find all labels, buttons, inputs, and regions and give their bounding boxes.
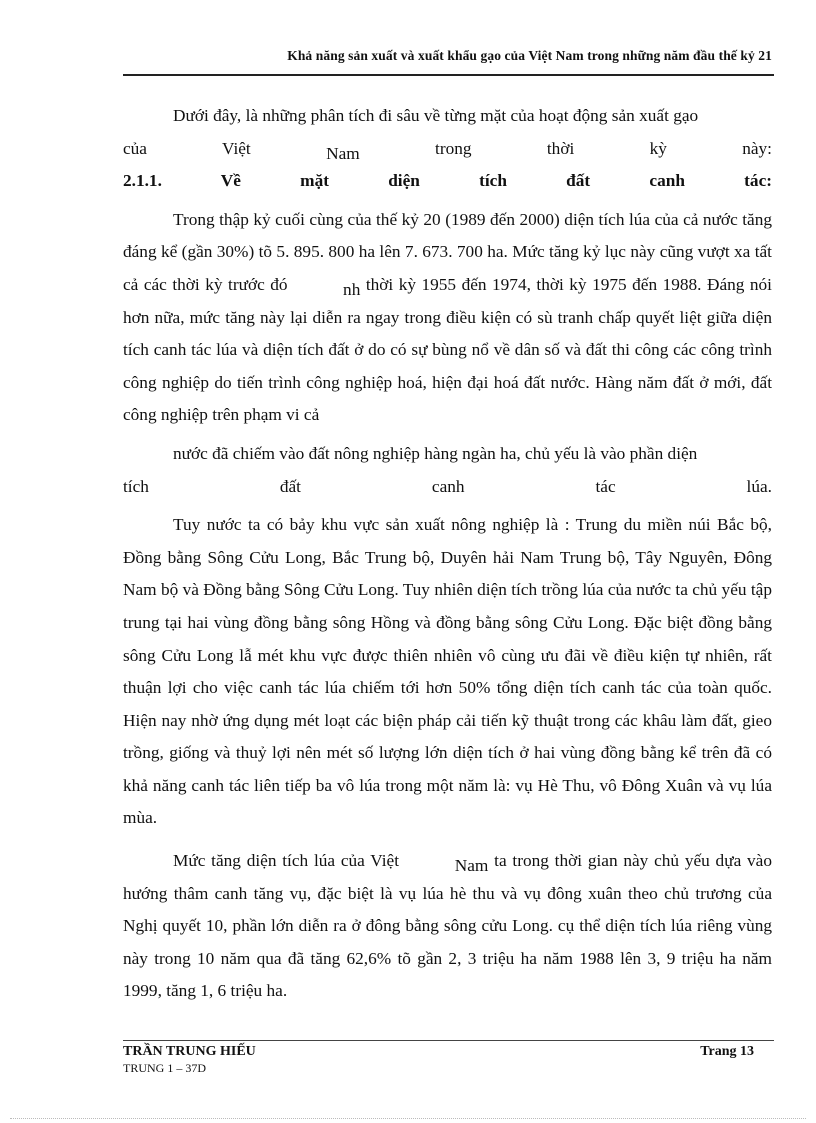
paragraph-1-subword: nh [343, 279, 361, 299]
paragraph-2-line-1: nước đã chiếm vào đất nông nghiệp hàng ngàn ha, chủ yếu là vào phần diện [173, 443, 698, 463]
header-divider [123, 74, 774, 76]
section-heading: 2.1.1. Về mặt diện tích đất canh tác: [123, 171, 772, 191]
paragraph-1-end: thời kỳ 1955 đến 1974, thời kỳ 1975 đến 1988. Đáng nói hơn nữa, mức tăng này lại diễn ra ngay trong điều kiện có sù tranh chấp quyết liệt giữa diện tích canh tác lúa và diện tích đất ở do có sự bùng nổ về dân số và đất thi công các công trình công nghiệp do tiến trình công nghiệp hoá, hiện đại hoá đất nước. Hàng năm đất ở mới, đất công nghiệp trên phạm vi cả [123, 274, 772, 425]
page-bottom-border [10, 1118, 806, 1119]
intro-line-2-end: trong thời kỳ này: [435, 138, 772, 158]
document-body [123, 100, 772, 1008]
intro-line-2-subword: Nam [326, 143, 360, 163]
footer-author: TRẦN TRUNG HIẾU [123, 1044, 256, 1059]
intro-line-1: Dưới đây, là những phân tích đi sâu về từng mặt của hoạt động sản xuất gạo [173, 106, 699, 125]
paragraph-1-start: Trong thập kỷ cuối cùng của thế kỷ 20 (1989 đến 2000) diện tích lúa của cả nước tăng đáng kể (gần 30%) tõ 5. 895. 800 ha lên 7. 673. 700 ha. Mức tăng kỷ lục này cũng vượt xa tất cả các thời kỳ trước đó [123, 209, 772, 294]
paragraph-1 [123, 204, 772, 432]
page-number: Trang 13 [700, 1044, 754, 1059]
footer-class: TRUNG 1 – 37D [123, 1061, 206, 1075]
paragraph-3: Tuy nước ta có bảy khu vực sản xuất nông nghiệp là : Trung du miền núi Bắc bộ, Đồng bằng Sông Cửu Long, Bắc Trung bộ, Duyên hải Nam Trung bộ, Tây Nguyên, Đông Nam bộ và Đồng bằng Sông Cửu Long. Tuy nhiên diện tích trồng lúa của nước ta chủ yếu tập trung tại hai vùng đồng bằng sông Hồng và đồng bằng sông Cửu Long. Đặc biệt đồng bằng sông Cửu Long lẫ mét khu vực được thiên nhiên vô cùng ưu đãi về điều kiện tự nhiên, rất thuận lợi cho việc canh tác lúa chiếm tới hơn 50% tổng diện tích canh tác của toàn quốc. Hiện nay nhờ ứng dụng mét loạt các biện pháp cải tiến kỹ thuật trong các khâu làm đất, gieo trồng, giống và thuỷ lợi nên mét số lượng lớn diện tích ở hai vùng đồng bằng kể trên đã có khả năng canh tác liên tiếp ba vô lúa trong một năm là: vụ Hè Thu, vô Đông Xuân và vụ lúa mùa. [123, 515, 772, 828]
paragraph-4 [123, 845, 772, 1008]
paragraph-4-subword: Nam [454, 856, 489, 876]
paragraph-4-start: Mức tăng diện tích lúa của Việt [173, 851, 399, 871]
intro-line-2-start: của Việt [123, 138, 251, 158]
paragraph-2-line-2: tích đất canh tác lúa. [123, 476, 772, 496]
paragraph-4-end: ta trong thời gian này chủ yếu dựa vào hướng thâm canh tăng vụ, đặc biệt là vụ lúa hè thu và vụ đông xuân theo chủ trương của Nghị quyết 10, phần lớn diễn ra ở đông bằng sông cửu Long. cụ thể diện tích lúa riêng vùng này trong 10 năm qua đã tăng 62,6% tõ gần 2, 3 triệu ha năm 1988 lên 3, 9 triệu ha năm 1999, tăng 1, 6 triệu ha. [123, 851, 772, 1001]
intro-line-2 [123, 133, 772, 166]
running-header: Khả năng sản xuất và xuất khẩu gạo của Việt Nam trong những năm đầu thế kỷ 21 [287, 48, 772, 63]
footer-divider [123, 1040, 774, 1041]
